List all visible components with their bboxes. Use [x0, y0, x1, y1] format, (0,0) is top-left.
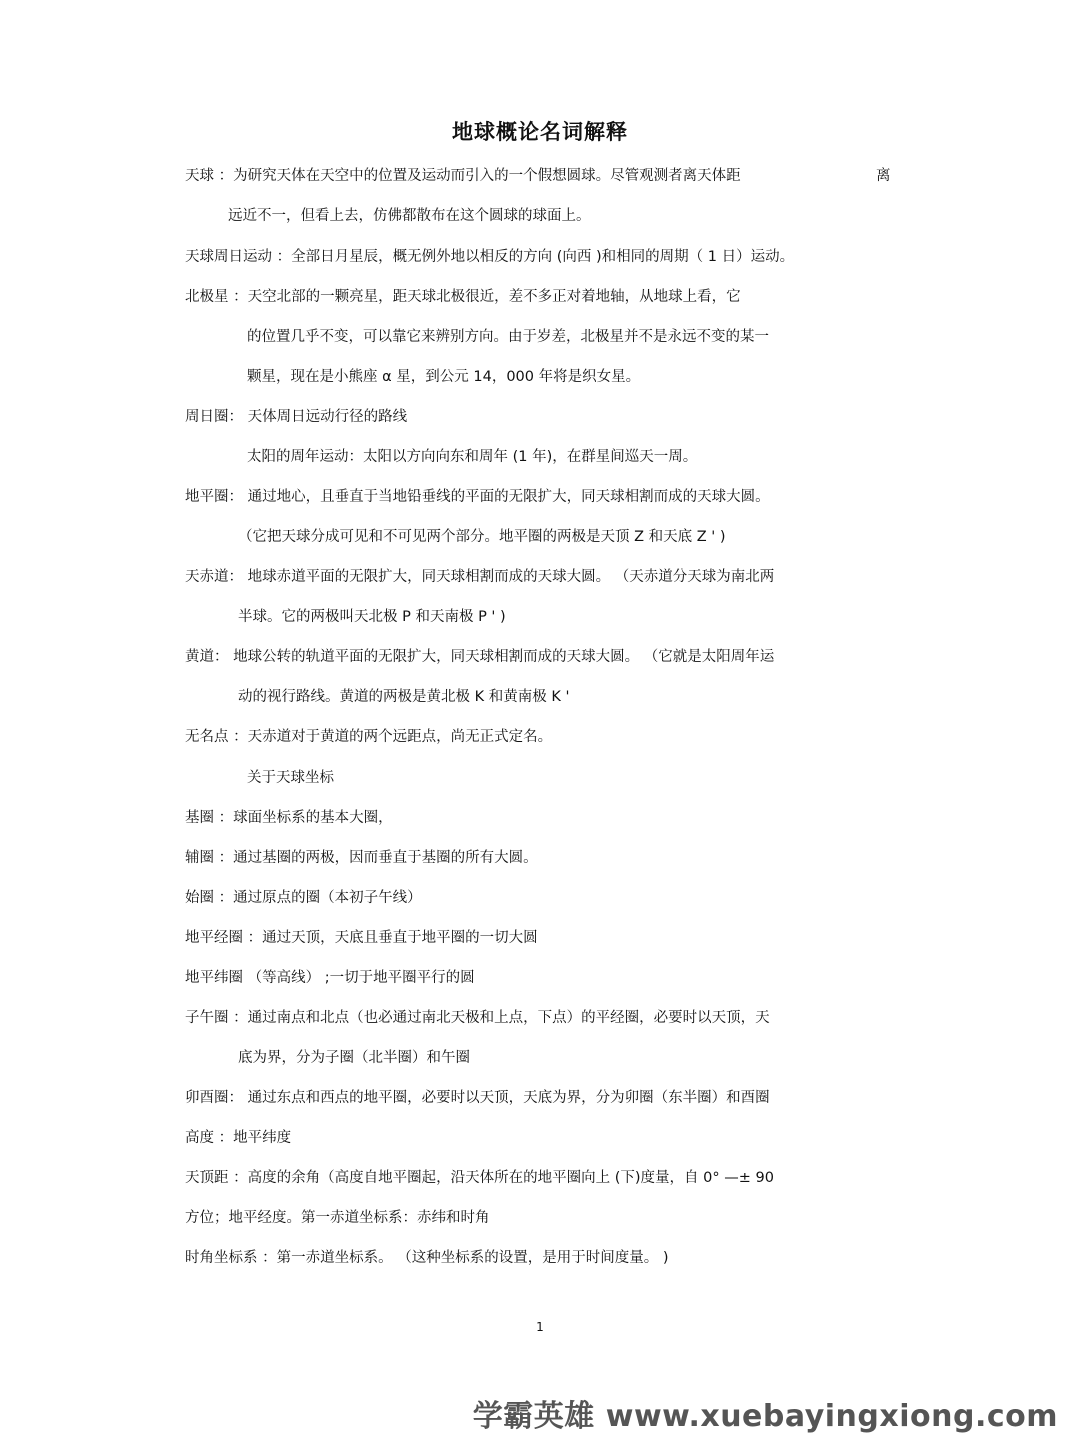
text-line: 颗星，现在是小熊座 α 星，到公元 14，000 年将是织女星。 [247, 369, 641, 385]
section-heading: 关于天球坐标 [247, 770, 334, 786]
text-line: 始圈 ：通过原点的圈（本初子午线） [185, 890, 422, 906]
text-line: 天顶距 ：高度的余角（高度自地平圈起，沿天体所在的地平圈向上 (下)度量，自 0° —± 90 [185, 1170, 774, 1186]
text-line: 太阳的周年运动：太阳以方向向东和周年 (1 年)，在群星间巡天一周。 [247, 449, 698, 465]
text-line: 辅圈 ：通过基圈的两极，因而垂直于基圈的所有大圆。 [185, 850, 538, 866]
text-line: （它把天球分成可见和不可见两个部分。地平圈的两极是天顶 Z 和天底 Z ' ) [238, 529, 726, 545]
text-line: 卯酉圈： 通过东点和西点的地平圈，必要时以天顶，天底为界，分为卯圈（东半圈）和酉圈 [185, 1090, 770, 1106]
text-line: 动的视行路线。黄道的两极是黄北极 K 和黄南极 K ' [238, 689, 570, 705]
text-line: 无名点 ：天赤道对于黄道的两个远距点，尚无正式定名。 [185, 729, 553, 745]
page-number: 1 [536, 1320, 544, 1334]
text-line: 远近不一，但看上去，仿佛都散布在这个圆球的球面上。 [228, 208, 591, 224]
watermark-text: 学霸英雄 www.xuebayingxiong.com [472, 1399, 1058, 1434]
document-title: 地球概论名词解释 [452, 120, 628, 144]
text-line: 底为界，分为子圈（北半圈）和午圈 [238, 1050, 470, 1066]
text-line: 天球周日运动 ：全部日月星辰，概无例外地以相反的方向 (向西 )和相同的周期（ 1 日）运动。 [185, 249, 795, 265]
text-line: 北极星 ：天空北部的一颗亮星，距天球北极很近，差不多正对着地轴，从地球上看，它 [185, 289, 741, 305]
text-line: 周日圈： 天体周日远动行径的路线 [185, 409, 408, 425]
text-line: 地平经圈 ：通过天顶，天底且垂直于地平圈的一切大圆 [185, 930, 538, 946]
text-line: 离 [876, 168, 891, 184]
text-line: 地平纬圈 （等高线） ;一切于地平圈平行的圆 [185, 970, 475, 986]
text-line: 天赤道： 地球赤道平面的无限扩大，同天球相割而成的天球大圆。 （天赤道分天球为南北两 [185, 569, 775, 585]
text-line: 半球。它的两极叫天北极 P 和天南极 P ' ) [238, 609, 506, 625]
text-line: 子午圈 ：通过南点和北点（也必通过南北天极和上点，下点）的平经圈，必要时以天顶，天 [185, 1010, 770, 1026]
text-line: 黄道： 地球公转的轨道平面的无限扩大，同天球相割而成的天球大圆。 （它就是太阳周年运 [185, 649, 775, 665]
text-line: 的位置几乎不变，可以靠它来辨别方向。由于岁差，北极星并不是永远不变的某一 [247, 329, 769, 345]
text-line: 方位；地平经度。第一赤道坐标系：赤纬和时角 [185, 1210, 490, 1226]
text-line: 天球 ：为研究天体在天空中的位置及运动而引入的一个假想圆球。尽管观测者离天体距 [185, 168, 741, 184]
text-line: 高度 ：地平纬度 [185, 1130, 292, 1146]
text-line: 基圈 ：球面坐标系的基本大圈， [185, 810, 393, 826]
text-line: 时角坐标系 ：第一赤道坐标系。 （这种坐标系的设置，是用于时间度量。 ) [185, 1250, 669, 1266]
text-line: 地平圈： 通过地心，且垂直于当地铅垂线的平面的无限扩大，同天球相割而成的天球大圆。 [185, 489, 770, 505]
